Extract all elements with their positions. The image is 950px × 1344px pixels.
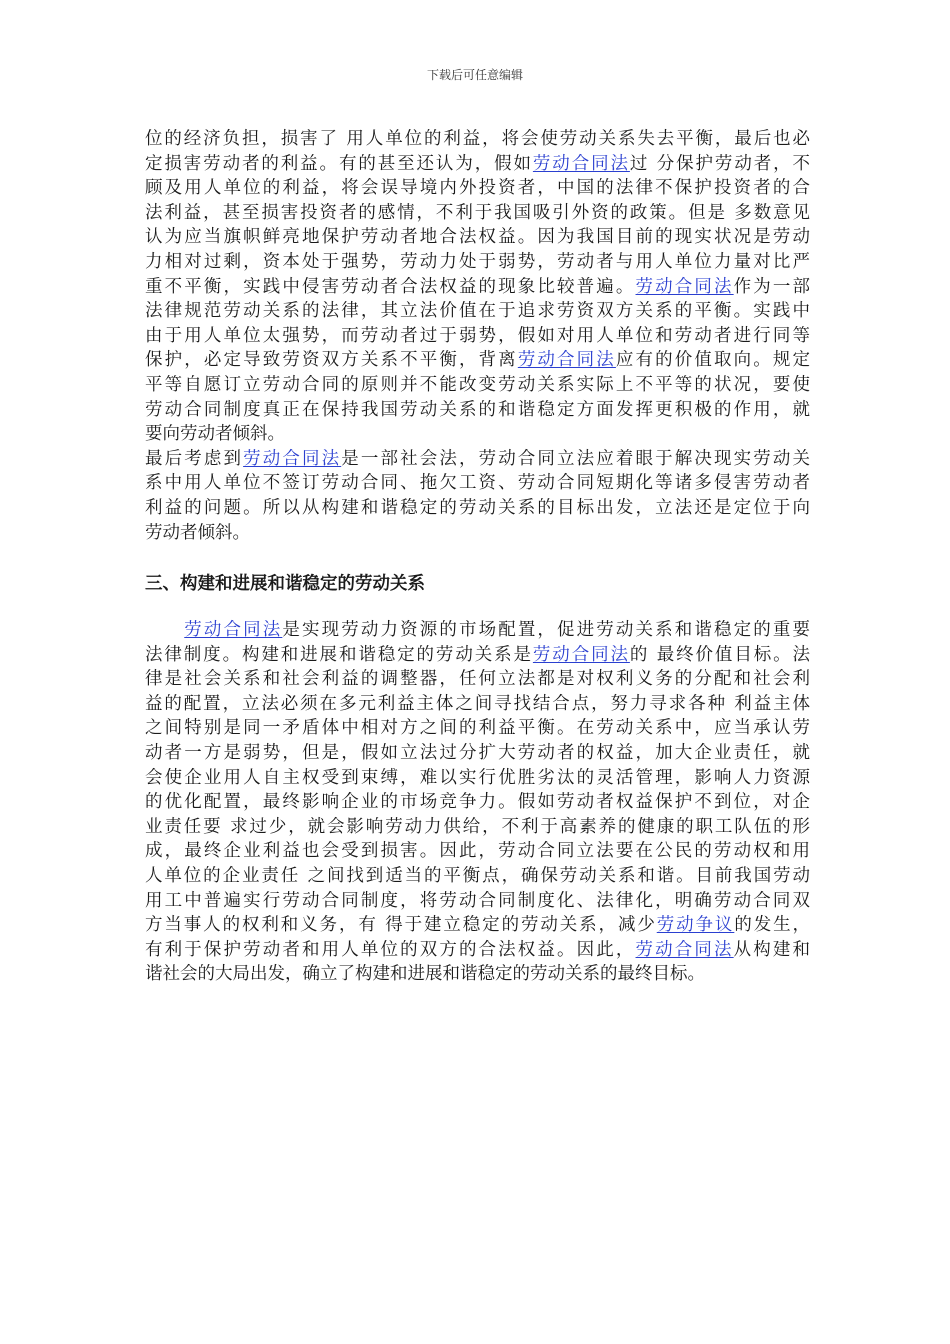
text-segment: 过 分保护劳动者，不 [629,153,811,174]
law-link[interactable]: 劳动合同法 [532,153,630,174]
text-segment: 重不平衡，实践中侵害劳动者合法权益的现象比较普遍。 [145,276,636,297]
law-link[interactable]: 劳动合同法 [184,620,283,640]
text-segment: 的优化配置，最终影响企业的市场竞争力。假如劳动者权益保护不到位，对企 [145,792,810,813]
text-segment: 会使企业用人自主权受到束缚，难以实行优胜劣汰的灵活管理，影响人力资源 [145,767,810,788]
text-segment: 法律制度。构建和进展和谐稳定的劳动关系是 [145,644,533,665]
text-segment: 最后考虑到 [145,448,244,469]
paragraph-1 [145,127,810,545]
text-segment: 之间特别是同一矛盾体中相对方之间的利益平衡。在劳动关系中，应当承认劳 [145,718,810,739]
text-line [145,889,810,914]
law-link[interactable]: 劳动合同法 [635,939,734,960]
text-segment: 作为一部 [733,276,811,297]
paragraph-2 [145,618,810,987]
text-line [145,176,810,201]
text-segment: 定损害劳动者的利益。有的甚至还认为，假如 [145,153,533,174]
text-line [145,127,810,152]
law-link[interactable]: 劳动合同法 [243,448,342,469]
text-segment: 是实现劳动力资源的市场配置，促进劳动关系和谐稳定的重要 [282,620,811,640]
text-line [145,913,810,938]
text-segment: 的 最终价值目标。法 [629,644,811,665]
text-line [145,299,810,324]
text-segment: 保护，必定导致劳资双方关系不平衡，背离 [145,350,518,371]
text-segment: 律是社会关系和社会利益的调整器，任何立法都是对权利义务的分配和社会利 [145,669,810,690]
text-segment: 由于用人单位太强势，而劳动者过于弱势，假如对用人单位和劳动者进行同等 [145,325,810,346]
text-segment: 人单位的企业责任 之间找到适当的平衡点，确保劳动关系和谐。目前我国劳动 [145,865,810,886]
text-segment: 成，最终企业利益也会受到损害。因此，劳动合同立法要在公民的劳动权和用 [145,841,810,862]
text-segment: 劳动合同制度真正在保持我国劳动关系的和谐稳定方面发挥更积极的作用，就 [145,399,810,420]
text-line [145,815,810,840]
text-line [145,471,810,496]
text-line [145,766,810,791]
text-segment: 位的经济负担，损害了 用人单位的利益，将会使劳动关系失去平衡，最后也必 [145,129,810,149]
page-header-note: 下载后可任意编辑 [426,68,523,82]
text-segment: 谐社会的大局出发，确立了构建和进展和谐稳定的劳动关系的最终目标。 [145,964,705,985]
text-line [145,422,810,447]
text-line [145,962,810,987]
text-line [145,938,810,963]
text-line [145,152,810,177]
text-line [145,398,810,423]
text-line [145,643,810,668]
text-line [145,716,810,741]
text-segment [145,620,184,640]
text-segment: 认为应当旗帜鲜亮地保护劳动者地合法权益。因为我国目前的现实状况是劳动 [145,227,810,248]
text-line [145,618,810,643]
text-segment: 要向劳动者倾斜。 [145,424,285,445]
text-line [145,667,810,692]
text-line [145,324,810,349]
text-line [145,864,810,889]
text-line [145,250,810,275]
text-line [145,373,810,398]
text-segment: 应有的价值取向。规定 [615,350,811,371]
text-line [145,741,810,766]
text-line [145,348,810,373]
text-line [145,521,810,546]
text-segment: 劳动者倾斜。 [145,522,250,543]
text-segment: 是一部社会法，劳动合同立法应着眼于解决现实劳动关 [341,448,811,469]
text-line [145,839,810,864]
text-line [145,275,810,300]
text-segment: 的发生， [734,915,811,936]
law-link[interactable]: 劳动争议 [656,915,735,936]
law-link[interactable]: 劳动合同法 [635,276,734,297]
section-heading: 三、构建和进展和谐稳定的劳动关系 [145,574,425,594]
text-segment: 法律规范劳动关系的法律，其立法价值在于追求劳资双方关系的平衡。实践中 [145,301,810,322]
law-link[interactable]: 劳动合同法 [517,350,616,371]
text-segment: 用工中普遍实行劳动合同制度，将劳动合同制度化、法律化，明确劳动合同双 [145,890,810,911]
text-line [145,225,810,250]
text-line [145,790,810,815]
text-segment: 业责任要 求过少，就会影响劳动力供给，不利于高素养的健康的职工队伍的形 [145,816,810,837]
text-segment: 系中用人单位不签订劳动合同、拖欠工资、劳动合同短期化等诸多侵害劳动者 [145,473,810,494]
text-segment: 力相对过剩，资本处于强势，劳动力处于弱势，劳动者与用人单位力量对比严 [145,251,810,272]
text-line [145,447,810,472]
text-segment: 顾及用人单位的利益，将会误导境内外投资者，中国的法律不保护投资者的合 [145,178,810,199]
text-segment: 法利益，甚至损害投资者的感情，不利于我国吸引外资的政策。但是 多数意见 [145,202,810,223]
text-line [145,201,810,226]
text-line [145,692,810,717]
text-segment: 有利于保护劳动者和用人单位的双方的合法权益。因此， [145,939,636,960]
text-segment: 从构建和 [733,939,811,960]
law-link[interactable]: 劳动合同法 [532,644,630,665]
text-segment: 动者一方是弱势，但是，假如立法过分扩大劳动者的权益，加大企业责任，就 [145,742,810,763]
text-segment: 平等自愿订立劳动合同的原则并不能改变劳动关系实际上不平等的状况，要使 [145,374,810,395]
text-segment: 方当事人的权利和义务，有 得于建立稳定的劳动关系，减少 [145,915,657,936]
text-segment: 利益的问题。所以从构建和谐稳定的劳动关系的目标出发，立法还是定位于向 [145,497,810,518]
text-segment: 益的配置，立法必须在多元利益主体之间寻找结合点，努力寻求各种 利益主体 [145,693,810,714]
text-line [145,496,810,521]
